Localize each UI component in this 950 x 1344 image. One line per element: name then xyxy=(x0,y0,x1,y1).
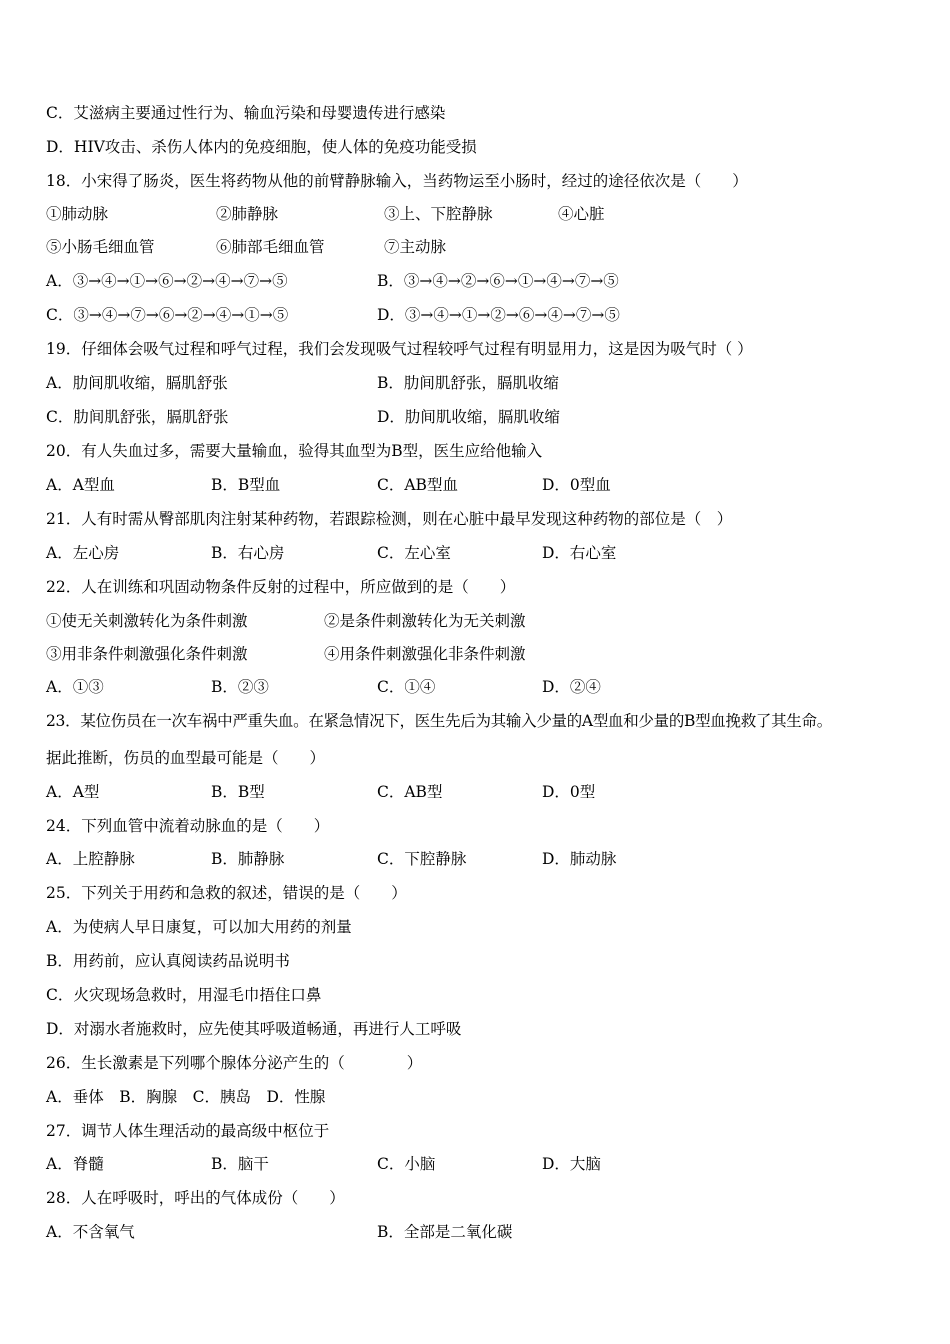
option-18a: A．③→④→①→⑥→②→④→⑦→⑤ xyxy=(46,272,288,290)
option-21a: A．左心房 xyxy=(46,544,120,562)
option-25b: B．用药前，应认真阅读药品说明书 xyxy=(46,952,290,970)
option-20a: A．A型血 xyxy=(46,476,115,494)
option-23d: D．0型 xyxy=(542,783,596,801)
option-21c: C．左心室 xyxy=(377,544,451,562)
option-22b: B．②③ xyxy=(211,678,269,696)
option-24c: C．下腔静脉 xyxy=(377,850,467,868)
q18-item: ⑦主动脉 xyxy=(384,238,447,256)
question-19: 19．仔细体会吸气过程和呼气过程，我们会发现吸气过程较呼气过程有明显用力，这是因为吸气时（ ） xyxy=(46,340,753,358)
option-17d: D．HIV攻击、杀伤人体内的免疫细胞，使人体的免疫功能受损 xyxy=(46,138,477,156)
q26-options: A．垂体 B．胸腺 C．胰岛 D．性腺 xyxy=(46,1088,326,1106)
option-28a: A．不含氧气 xyxy=(46,1223,135,1241)
option-27b: B．脑干 xyxy=(211,1155,269,1173)
option-22c: C．①④ xyxy=(377,678,436,696)
option-21d: D．右心室 xyxy=(542,544,617,562)
q18-item: ②肺静脉 xyxy=(216,205,279,223)
q18-item: ④心脏 xyxy=(558,205,605,223)
option-25c: C．火灾现场急救时，用湿毛巾捂住口鼻 xyxy=(46,986,322,1004)
option-24a: A．上腔静脉 xyxy=(46,850,135,868)
option-25a: A．为使病人早日康复，可以加大用药的剂量 xyxy=(46,918,352,936)
option-19b: B．肋间肌舒张，膈肌收缩 xyxy=(377,374,559,392)
option-19c: C．肋间肌舒张，膈肌舒张 xyxy=(46,408,229,426)
option-27d: D．大脑 xyxy=(542,1155,601,1173)
q22-item: ③用非条件刺激强化条件刺激 xyxy=(46,645,248,663)
q22-item: ②是条件刺激转化为无关刺激 xyxy=(324,612,526,630)
option-22a: A．①③ xyxy=(46,678,104,696)
option-27a: A．脊髓 xyxy=(46,1155,104,1173)
option-22d: D．②④ xyxy=(542,678,601,696)
q18-item: ③上、下腔静脉 xyxy=(384,205,493,223)
option-23b: B．B型 xyxy=(211,783,265,801)
option-18c: C．③→④→⑦→⑥→②→④→①→⑤ xyxy=(46,306,289,324)
q18-item: ⑥肺部毛细血管 xyxy=(216,238,325,256)
option-24b: B．肺静脉 xyxy=(211,850,285,868)
question-23-continued: 据此推断，伤员的血型最可能是（ ） xyxy=(46,749,326,767)
option-20c: C．AB型血 xyxy=(377,476,458,494)
question-25: 25．下列关于用药和急救的叙述，错误的是（ ） xyxy=(46,884,407,902)
question-23: 23．某位伤员在一次车祸中严重失血。在紧急情况下，医生先后为其输入少量的A型血和少量的B型血挽救了其生命。 xyxy=(46,712,832,730)
option-20d: D．0型血 xyxy=(542,476,611,494)
option-18b: B．③→④→②→⑥→①→④→⑦→⑤ xyxy=(377,272,619,290)
option-28b: B．全部是二氧化碳 xyxy=(377,1223,513,1241)
q18-item: ①肺动脉 xyxy=(46,205,109,223)
option-17c: C．艾滋病主要通过性行为、输血污染和母婴遗传进行感染 xyxy=(46,104,446,122)
question-28: 28．人在呼吸时，呼出的气体成份（ ） xyxy=(46,1189,345,1207)
question-24: 24．下列血管中流着动脉血的是（ ） xyxy=(46,817,330,835)
q22-item: ①使无关刺激转化为条件刺激 xyxy=(46,612,248,630)
question-21: 21．人有时需从臀部肌肉注射某种药物，若跟踪检测，则在心脏中最早发现这种药物的部位是（ ） xyxy=(46,510,733,528)
question-18: 18．小宋得了肠炎，医生将药物从他的前臂静脉输入，当药物运至小肠时，经过的途径依次是（ ） xyxy=(46,172,748,190)
option-20b: B．B型血 xyxy=(211,476,281,494)
option-23c: C．AB型 xyxy=(377,783,443,801)
option-18d: D．③→④→①→②→⑥→④→⑦→⑤ xyxy=(377,306,620,324)
q18-item: ⑤小肠毛细血管 xyxy=(46,238,155,256)
option-24d: D．肺动脉 xyxy=(542,850,617,868)
option-23a: A．A型 xyxy=(46,783,100,801)
question-20: 20．有人失血过多，需要大量输血，验得其血型为B型，医生应给他输入 xyxy=(46,442,543,460)
q22-item: ④用条件刺激强化非条件刺激 xyxy=(324,645,526,663)
option-27c: C．小脑 xyxy=(377,1155,436,1173)
question-26: 26．生长激素是下列哪个腺体分泌产生的（ ） xyxy=(46,1054,423,1072)
option-25d: D．对溺水者施救时，应先使其呼吸道畅通，再进行人工呼吸 xyxy=(46,1020,462,1038)
option-19d: D．肋间肌收缩，膈肌收缩 xyxy=(377,408,560,426)
question-27: 27．调节人体生理活动的最高级中枢位于 xyxy=(46,1122,330,1140)
option-21b: B．右心房 xyxy=(211,544,285,562)
question-22: 22．人在训练和巩固动物条件反射的过程中，所应做到的是（ ） xyxy=(46,578,516,596)
option-19a: A．肋间肌收缩，膈肌舒张 xyxy=(46,374,228,392)
